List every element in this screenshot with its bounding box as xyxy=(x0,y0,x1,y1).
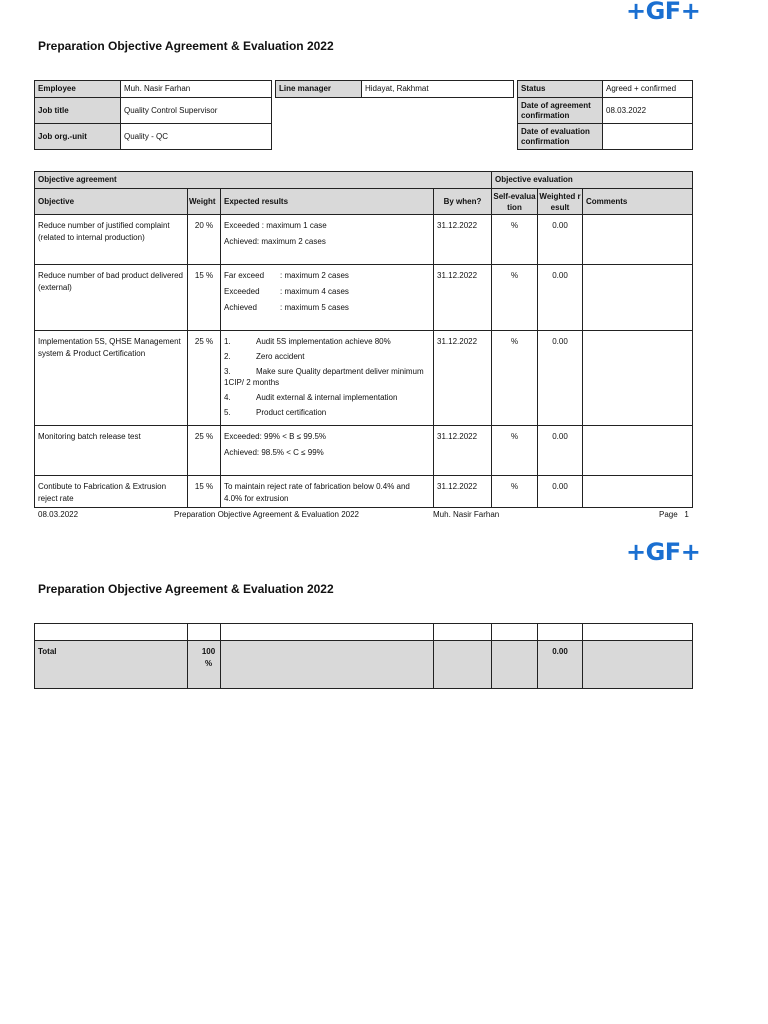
expected-results-cell xyxy=(221,215,434,265)
expected-results-cell: To maintain reject rate of fabrication below 0.4% and 4.0% for extrusion xyxy=(221,476,434,508)
col-by-when: By when? xyxy=(434,189,492,215)
status-table xyxy=(517,80,693,150)
footer-page-number: 1 xyxy=(684,510,689,519)
line-manager-table xyxy=(275,80,514,98)
expected-results-cell xyxy=(221,331,434,426)
comments-cell xyxy=(583,426,693,476)
col-expected-results: Expected results xyxy=(221,189,434,215)
expected-key: Exceeded xyxy=(224,287,260,296)
footer-page-label: Page xyxy=(659,510,678,519)
item-number: 4. xyxy=(224,393,231,402)
comments-cell xyxy=(583,331,693,426)
employee-info-table xyxy=(34,80,272,150)
objective-cell: Contibute to Fabrication & Extrusion reject rate xyxy=(35,476,188,508)
expected-line xyxy=(224,286,430,298)
objectives-table xyxy=(34,171,693,508)
blank-cell xyxy=(35,624,188,641)
weight-cell: 15 % xyxy=(188,265,221,331)
column-header-row xyxy=(35,189,693,215)
job-org-unit-label: Job org.-unit xyxy=(35,124,121,150)
total-table xyxy=(34,623,693,689)
objective-cell: Implementation 5S, QHSE Management system & Product Certification xyxy=(35,331,188,426)
expected-line xyxy=(224,351,430,362)
col-weight: Weight xyxy=(188,189,221,215)
blank-cell xyxy=(188,624,221,641)
total-blank-cell xyxy=(434,641,492,689)
objective-cell: Reduce number of justified complaint (related to internal production) xyxy=(35,215,188,265)
footer-doc-title: Preparation Objective Agreement & Evaluation 2022 xyxy=(174,510,360,519)
total-blank-cell xyxy=(221,641,434,689)
by-when-cell: 31.12.2022 xyxy=(434,331,492,426)
col-self-evaluation: Self-evaluation xyxy=(492,189,538,215)
status-row xyxy=(518,81,693,98)
table-row xyxy=(35,331,693,426)
objective-cell: Monitoring batch release test xyxy=(35,426,188,476)
expected-line: Exceeded: 99% < B ≤ 99.5% xyxy=(224,432,327,441)
expected-key: Far exceed xyxy=(224,271,265,280)
col-comments: Comments xyxy=(583,189,693,215)
item-text: Zero accident xyxy=(256,352,305,361)
gf-logo: +GF+ xyxy=(626,0,701,25)
table-row xyxy=(35,476,693,508)
line-manager-value: Hidayat, Rakhmat xyxy=(362,81,514,98)
weighted-result-cell: 0.00 xyxy=(538,265,583,331)
agreement-date-row xyxy=(518,98,693,124)
by-when-cell: 31.12.2022 xyxy=(434,215,492,265)
expected-line xyxy=(224,336,430,347)
footer-page xyxy=(659,510,689,519)
blank-cell xyxy=(492,624,538,641)
group-header-row xyxy=(35,172,693,189)
blank-cell xyxy=(538,624,583,641)
weighted-result-cell: 0.00 xyxy=(538,331,583,426)
employee-label: Employee xyxy=(35,81,121,98)
employee-row xyxy=(35,81,272,98)
comments-cell xyxy=(583,476,693,508)
job-org-unit-row xyxy=(35,124,272,150)
item-text: Product certification xyxy=(256,408,327,417)
blank-cell xyxy=(221,624,434,641)
weight-cell: 25 % xyxy=(188,331,221,426)
footer-date: 08.03.2022 xyxy=(38,510,79,519)
expected-line xyxy=(224,392,430,403)
evaluation-date-value xyxy=(603,124,693,150)
objective-agreement-header: Objective agreement xyxy=(35,172,492,189)
expected-line: Exceeded : maximum 1 case xyxy=(224,221,327,230)
item-number: 1. xyxy=(224,337,231,346)
expected-results-cell xyxy=(221,265,434,331)
expected-line xyxy=(224,366,430,388)
total-blank-cell xyxy=(492,641,538,689)
expected-value: : maximum 2 cases xyxy=(280,271,349,280)
evaluation-date-row xyxy=(518,124,693,150)
agreement-date-label: Date of agreement confirmation xyxy=(518,98,603,124)
table-row xyxy=(35,426,693,476)
expected-line xyxy=(224,302,430,314)
col-objective: Objective xyxy=(35,189,188,215)
item-number: 5. xyxy=(224,408,231,417)
objective-cell: Reduce number of bad product delivered (external) xyxy=(35,265,188,331)
status-value: Agreed + confirmed xyxy=(603,81,693,98)
expected-results-cell xyxy=(221,426,434,476)
table-row xyxy=(35,215,693,265)
agreement-date-value: 08.03.2022 xyxy=(603,98,693,124)
expected-line: Achieved: maximum 2 cases xyxy=(224,237,326,246)
by-when-cell: 31.12.2022 xyxy=(434,476,492,508)
total-weight: 100 % xyxy=(188,641,221,689)
total-label: Total xyxy=(35,641,188,689)
employee-value: Muh. Nasir Farhan xyxy=(121,81,272,98)
job-title-label: Job title xyxy=(35,98,121,124)
weighted-result-cell: 0.00 xyxy=(538,426,583,476)
line-manager-label: Line manager xyxy=(276,81,362,98)
weighted-result-cell: 0.00 xyxy=(538,215,583,265)
weight-cell: 15 % xyxy=(188,476,221,508)
self-evaluation-cell: % xyxy=(492,331,538,426)
total-blank-cell xyxy=(583,641,693,689)
item-number: 3. xyxy=(224,367,231,376)
line-manager-row xyxy=(276,81,514,98)
expected-value: : maximum 4 cases xyxy=(280,287,349,296)
self-evaluation-cell: % xyxy=(492,426,538,476)
evaluation-date-label: Date of evaluation confirmation xyxy=(518,124,603,150)
blank-cell xyxy=(583,624,693,641)
job-title-row xyxy=(35,98,272,124)
expected-key: Achieved xyxy=(224,303,257,312)
comments-cell xyxy=(583,265,693,331)
table-row xyxy=(35,265,693,331)
expected-line: Achieved: 98.5% < C ≤ 99% xyxy=(224,448,324,457)
by-when-cell: 31.12.2022 xyxy=(434,265,492,331)
item-text: Make sure Quality department deliver minimum 1CIP/ 2 months xyxy=(224,367,424,387)
weighted-result-cell: 0.00 xyxy=(538,476,583,508)
item-text: Audit external & internal implementation xyxy=(256,393,398,402)
blank-cell xyxy=(434,624,492,641)
col-weighted-result: Weighted result xyxy=(538,189,583,215)
page-title: Preparation Objective Agreement & Evaluation 2022 xyxy=(38,582,334,596)
expected-line xyxy=(224,270,430,282)
self-evaluation-cell: % xyxy=(492,265,538,331)
blank-row xyxy=(35,624,693,641)
page-title: Preparation Objective Agreement & Evaluation 2022 xyxy=(38,39,334,53)
job-org-unit-value: Quality - QC xyxy=(121,124,272,150)
gf-logo: +GF+ xyxy=(626,538,701,566)
total-weighted-result: 0.00 xyxy=(538,641,583,689)
self-evaluation-cell: % xyxy=(492,476,538,508)
self-evaluation-cell: % xyxy=(492,215,538,265)
footer-name: Muh. Nasir Farhan xyxy=(433,510,500,519)
comments-cell xyxy=(583,215,693,265)
objective-evaluation-header: Objective evaluation xyxy=(492,172,693,189)
total-row xyxy=(35,641,693,689)
job-title-value: Quality Control Supervisor xyxy=(121,98,272,124)
by-when-cell: 31.12.2022 xyxy=(434,426,492,476)
status-label: Status xyxy=(518,81,603,98)
weight-cell: 20 % xyxy=(188,215,221,265)
item-number: 2. xyxy=(224,352,231,361)
weight-cell: 25 % xyxy=(188,426,221,476)
item-text: Audit 5S implementation achieve 80% xyxy=(256,337,391,346)
expected-line xyxy=(224,407,430,418)
expected-value: : maximum 5 cases xyxy=(280,303,349,312)
